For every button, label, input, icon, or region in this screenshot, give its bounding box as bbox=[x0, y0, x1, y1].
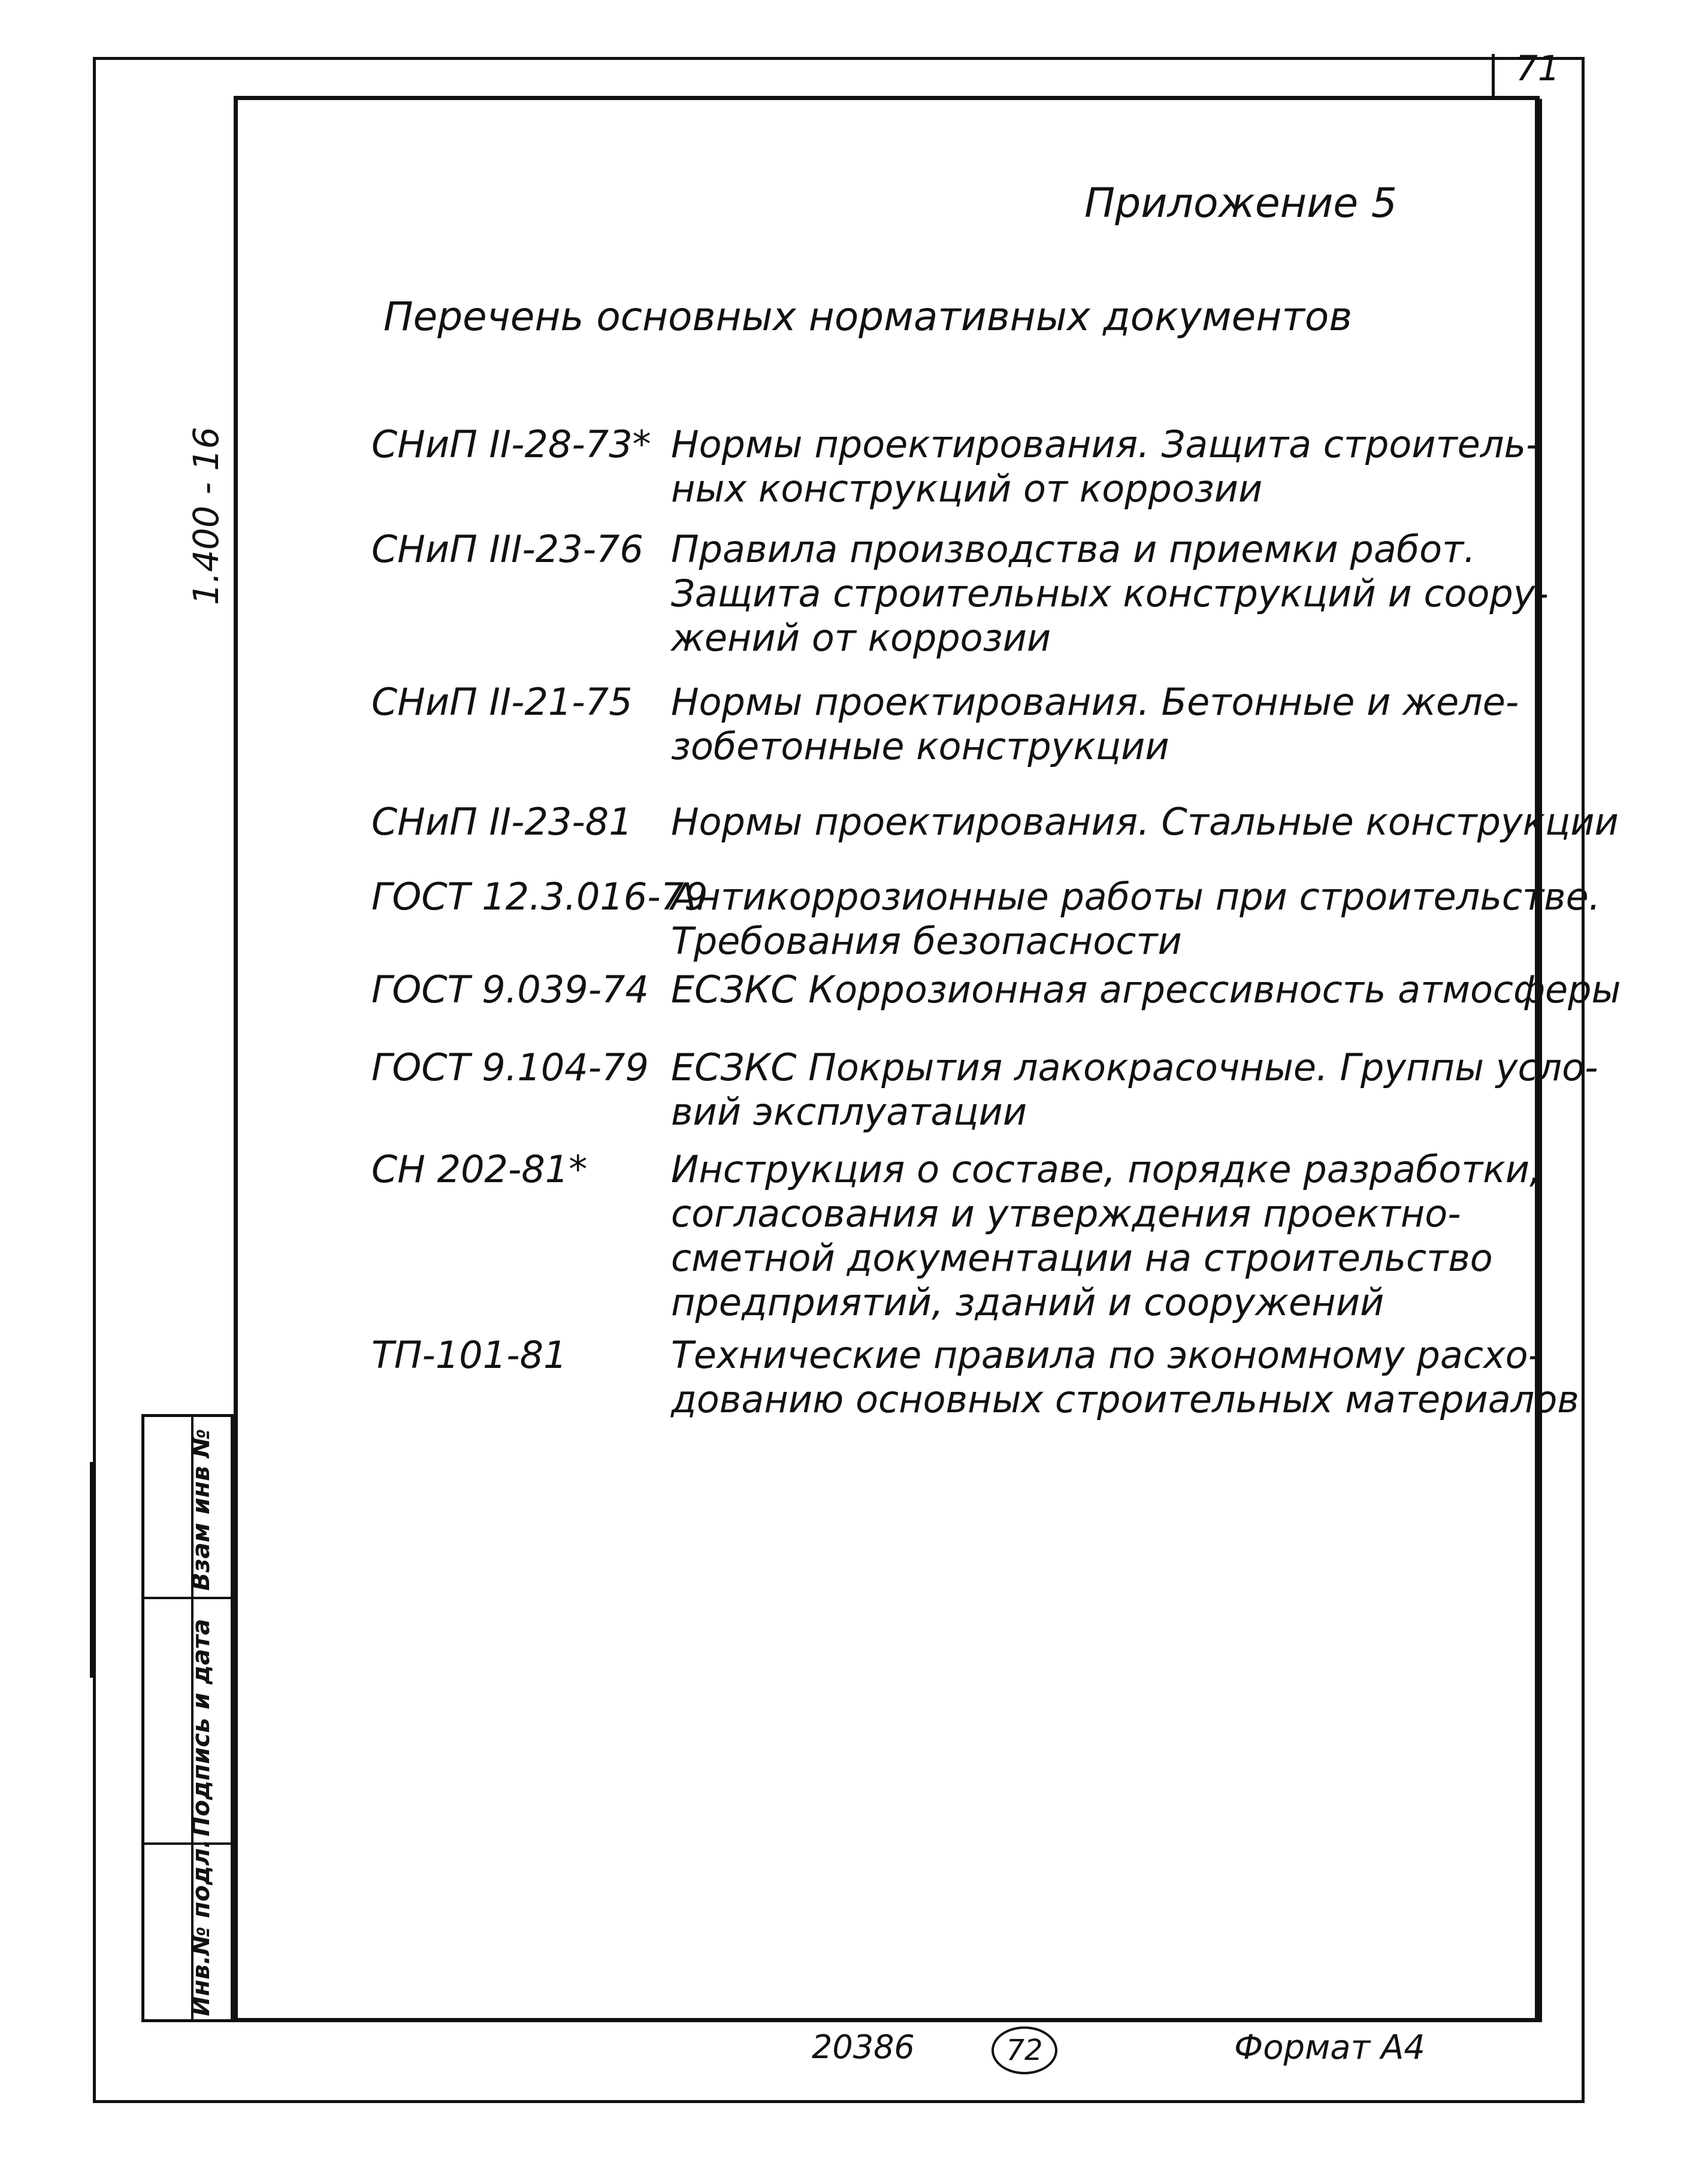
side-code: 1.400 - 16 bbox=[186, 427, 226, 605]
stamp-table bbox=[141, 1414, 234, 2022]
stamp-label-inv-orig: Инв.№ подл. bbox=[188, 1839, 215, 2016]
stamp-label-sign-date: Подпись и дата bbox=[188, 1618, 215, 1836]
document-code: СН 202-81* bbox=[371, 1147, 588, 1191]
description-line: Нормы проектирования. Бетонные и желе- bbox=[671, 680, 1519, 724]
stamp-row-divider bbox=[144, 1597, 231, 1599]
document-description bbox=[671, 1333, 1579, 1422]
document-description bbox=[671, 527, 1549, 660]
document-heading: Перечень основных нормативных документов bbox=[383, 294, 1353, 340]
description-line: Правила производства и приемки работ. bbox=[671, 527, 1476, 571]
description-line: Нормы проектирования. Стальные конструкции bbox=[671, 800, 1619, 844]
description-line: согласования и утверждения проектно- bbox=[671, 1192, 1461, 1235]
format-label: Формат А4 bbox=[1234, 2028, 1425, 2067]
description-line: Требования безопасности bbox=[671, 919, 1182, 963]
document-description bbox=[671, 1147, 1546, 1325]
description-line: ных конструкций от коррозии bbox=[671, 467, 1263, 510]
document-code: СНиП II-23-81 bbox=[371, 800, 633, 844]
description-line: Технические правила по экономному расхо- bbox=[671, 1333, 1541, 1377]
document-description bbox=[671, 800, 1619, 844]
binding-mark bbox=[90, 1462, 95, 1678]
description-line: Защита строительных конструкций и соору- bbox=[671, 572, 1549, 615]
description-line: сметной документации на строительство bbox=[671, 1236, 1493, 1280]
document-description bbox=[671, 968, 1621, 1012]
description-line: предприятий, зданий и сооружений bbox=[671, 1280, 1384, 1324]
document-description bbox=[671, 1046, 1598, 1134]
appendix-title: Приложение 5 bbox=[1084, 180, 1398, 227]
description-line: Инструкция о составе, порядке разработки, bbox=[671, 1147, 1541, 1191]
description-line: дованию основных строительных материалов bbox=[671, 1377, 1579, 1421]
document-code: СНиП III-23-76 bbox=[371, 527, 643, 571]
description-line: вий эксплуатации bbox=[671, 1090, 1027, 1134]
document-code: СНиП II-21-75 bbox=[371, 680, 633, 724]
circled-page-number: 72 bbox=[991, 2026, 1057, 2074]
description-line: Антикоррозионные работы при строительстве. bbox=[671, 875, 1601, 919]
document-code: ГОСТ 9.039-74 bbox=[371, 968, 649, 1011]
document-description bbox=[671, 680, 1546, 769]
page-number: 71 bbox=[1516, 48, 1560, 89]
document-code: ТП-101-81 bbox=[371, 1333, 567, 1377]
stamp-label-vzam-inv: Взам инв № bbox=[188, 1428, 215, 1591]
document-code: СНиП II-28-73* bbox=[371, 422, 651, 466]
footer-code: 20386 bbox=[812, 2028, 915, 2066]
description-line: ЕСЗКС Коррозионная агрессивность атмосферы bbox=[671, 968, 1621, 1011]
description-line: жений от коррозии bbox=[671, 616, 1051, 660]
description-line: зобетонные конструкции bbox=[671, 724, 1169, 768]
document-code: ГОСТ 9.104-79 bbox=[371, 1046, 649, 1089]
description-line: Нормы проектирования. Защита строитель- bbox=[671, 422, 1540, 466]
document-description bbox=[671, 875, 1601, 963]
document-description bbox=[671, 422, 1546, 511]
description-line: ЕСЗКС Покрытия лакокрасочные. Группы усло- bbox=[671, 1046, 1598, 1089]
document-code: ГОСТ 12.3.016-79 bbox=[371, 875, 708, 919]
